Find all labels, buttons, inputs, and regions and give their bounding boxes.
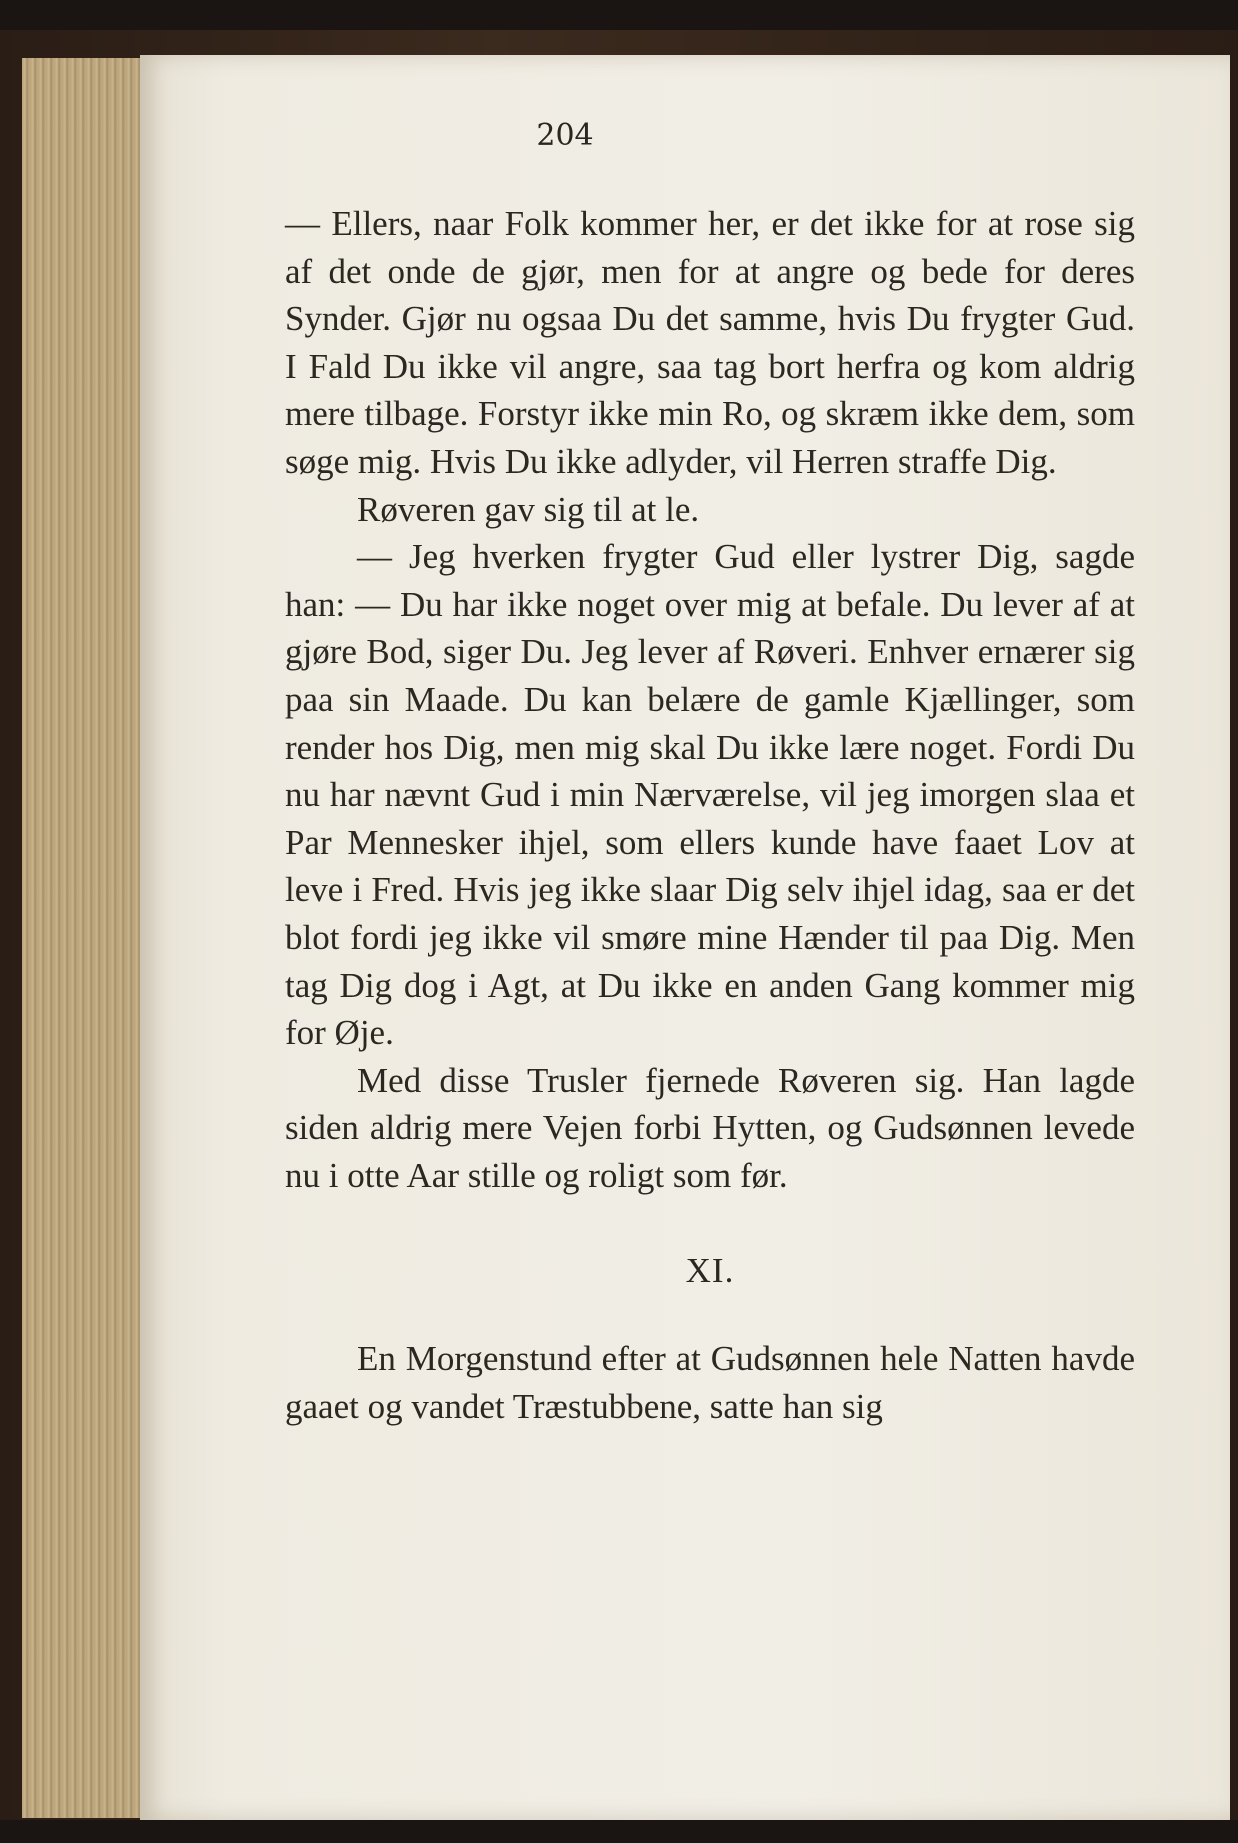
page-text (285, 200, 1135, 1430)
page-number: 204 (536, 118, 594, 153)
paragraph: Røveren gav sig til at le. (357, 489, 700, 529)
paragraph: En Morgenstund efter at Gudsønnen hele Natten havde gaaet og vandet Træstubbene, satte han sig (285, 1339, 1135, 1426)
paragraph: Med disse Trusler fjernede Røveren sig. Han lagde siden aldrig mere Vejen forbi Hytten, og Gudsønnen levede nu i otte Aar stille og roligt som før. (285, 1060, 1135, 1195)
paragraph: — Jeg hverken frygter Gud eller lystrer Dig, sagde han: — Du har ikke noget over mig at befale. Du lever af at gjøre Bod, siger Du. Jeg lever af Røveri. Enhver ernærer sig paa sin Maade. Du kan belære de gamle Kjællinger, som render hos Dig, men mig skal Du ikke lære noget. Fordi Du nu har nævnt Gud i min Nærværelse, vil jeg imorgen slaa et Par Mennesker ihjel, som ellers kunde have faaet Lov at leve i Fred. Hvis jeg ikke slaar Dig selv ihjel idag, saa er det blot fordi jeg ikke vil smøre mine Hænder til paa Dig. Men tag Dig dog i Agt, at Du ikke en anden Gang kommer mig for Øje. (285, 537, 1135, 1053)
chapter-heading: XI. (685, 1251, 735, 1291)
paragraph: — Ellers, naar Folk kommer her, er det ikke for at rose sig af det onde de gjør, men for at angre og bede for deres Synder. Gjør nu ogsaa Du det samme, hvis Du frygter Gud. I Fald Du ikke vil angre, saa tag bort herfra og kom aldrig mere tilbage. Forstyr ikke min Ro, og skræm ikke dem, som søge mig. Hvis Du ikke adlyder, vil Herren straffe Dig. (285, 204, 1135, 481)
page-edges (22, 58, 148, 1818)
